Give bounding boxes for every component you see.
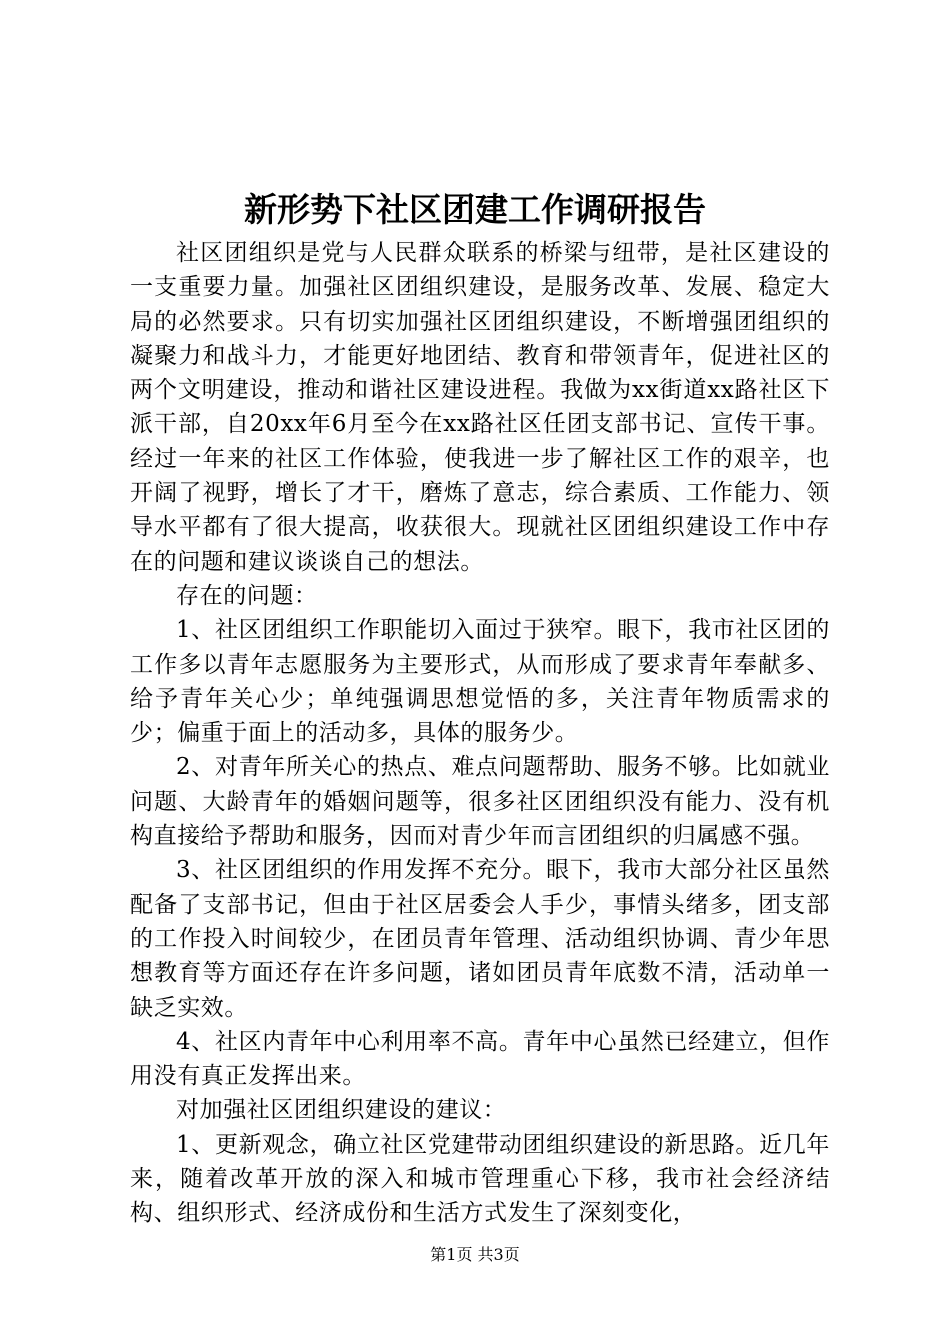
document-body — [130, 236, 830, 1231]
paragraph-suggestions-heading: 对加强社区团组织建设的建议： — [176, 1097, 507, 1124]
paragraph-intro: 社区团组织是党与人民群众联系的桥梁与纽带，是社区建设的一支重要力量。加强社区团组织建设，是服务改革、发展、稳定大局的必然要求。只有切实加强社区团组织建设，不断增强团组织的凝聚力和战斗力，才能更好地团结、教育和带领青年，促进社区的两个文明建设，推动和谐社区建设进程。我做为xx街道xx路社区下派干部，自20xx年6月至今在xx路社区任团支部书记、宣传干事。经过一年来的社区工作体验，使我进一步了解社区工作的艰辛，也开阔了视野，增长了才干，磨炼了意志，综合素质、工作能力、领导水平都有了很大提高，收获很大。现就社区团组织建设工作中存在的问题和建议谈谈自己的想法。 — [130, 240, 830, 575]
paragraph-problem-2: 2、对青年所关心的热点、难点问题帮助、服务不够。比如就业问题、大龄青年的婚姻问题等，很多社区团组织没有能力、没有机构直接给予帮助和服务，因而对青少年而言团组织的归属感不强。 — [130, 754, 830, 850]
page-footer: 第1页 共3页 — [430, 1245, 520, 1264]
paragraph-problem-1: 1、社区团组织工作职能切入面过于狭窄。眼下，我市社区团的工作多以青年志愿服务为主要形式，从而形成了要求青年奉献多、给予青年关心少；单纯强调思想觉悟的多，关注青年物质需求的少；偏重于面上的活动多，具体的服务少。 — [130, 617, 830, 747]
document-title: 新形势下社区团建工作调研报告 — [244, 190, 706, 229]
paragraph-problem-3: 3、社区团组织的作用发挥不充分。眼下，我市大部分社区虽然配备了支部书记，但由于社区居委会人手少，事情头绪多，团支部的工作投入时间较少，在团员青年管理、活动组织协调、青少年思想教育等方面还存在许多问题，诸如团员青年底数不清，活动单一缺乏实效。 — [130, 857, 830, 1021]
paragraph-problem-4: 4、社区内青年中心利用率不高。青年中心虽然已经建立，但作用没有真正发挥出来。 — [130, 1028, 830, 1090]
paragraph-suggestion-1: 1、更新观念，确立社区党建带动团组织建设的新思路。近几年来，随着改革开放的深入和城市管理重心下移，我市社会经济结构、组织形式、经济成份和生活方式发生了深刻变化， — [130, 1131, 830, 1227]
paragraph-problems-heading: 存在的问题： — [176, 582, 318, 609]
